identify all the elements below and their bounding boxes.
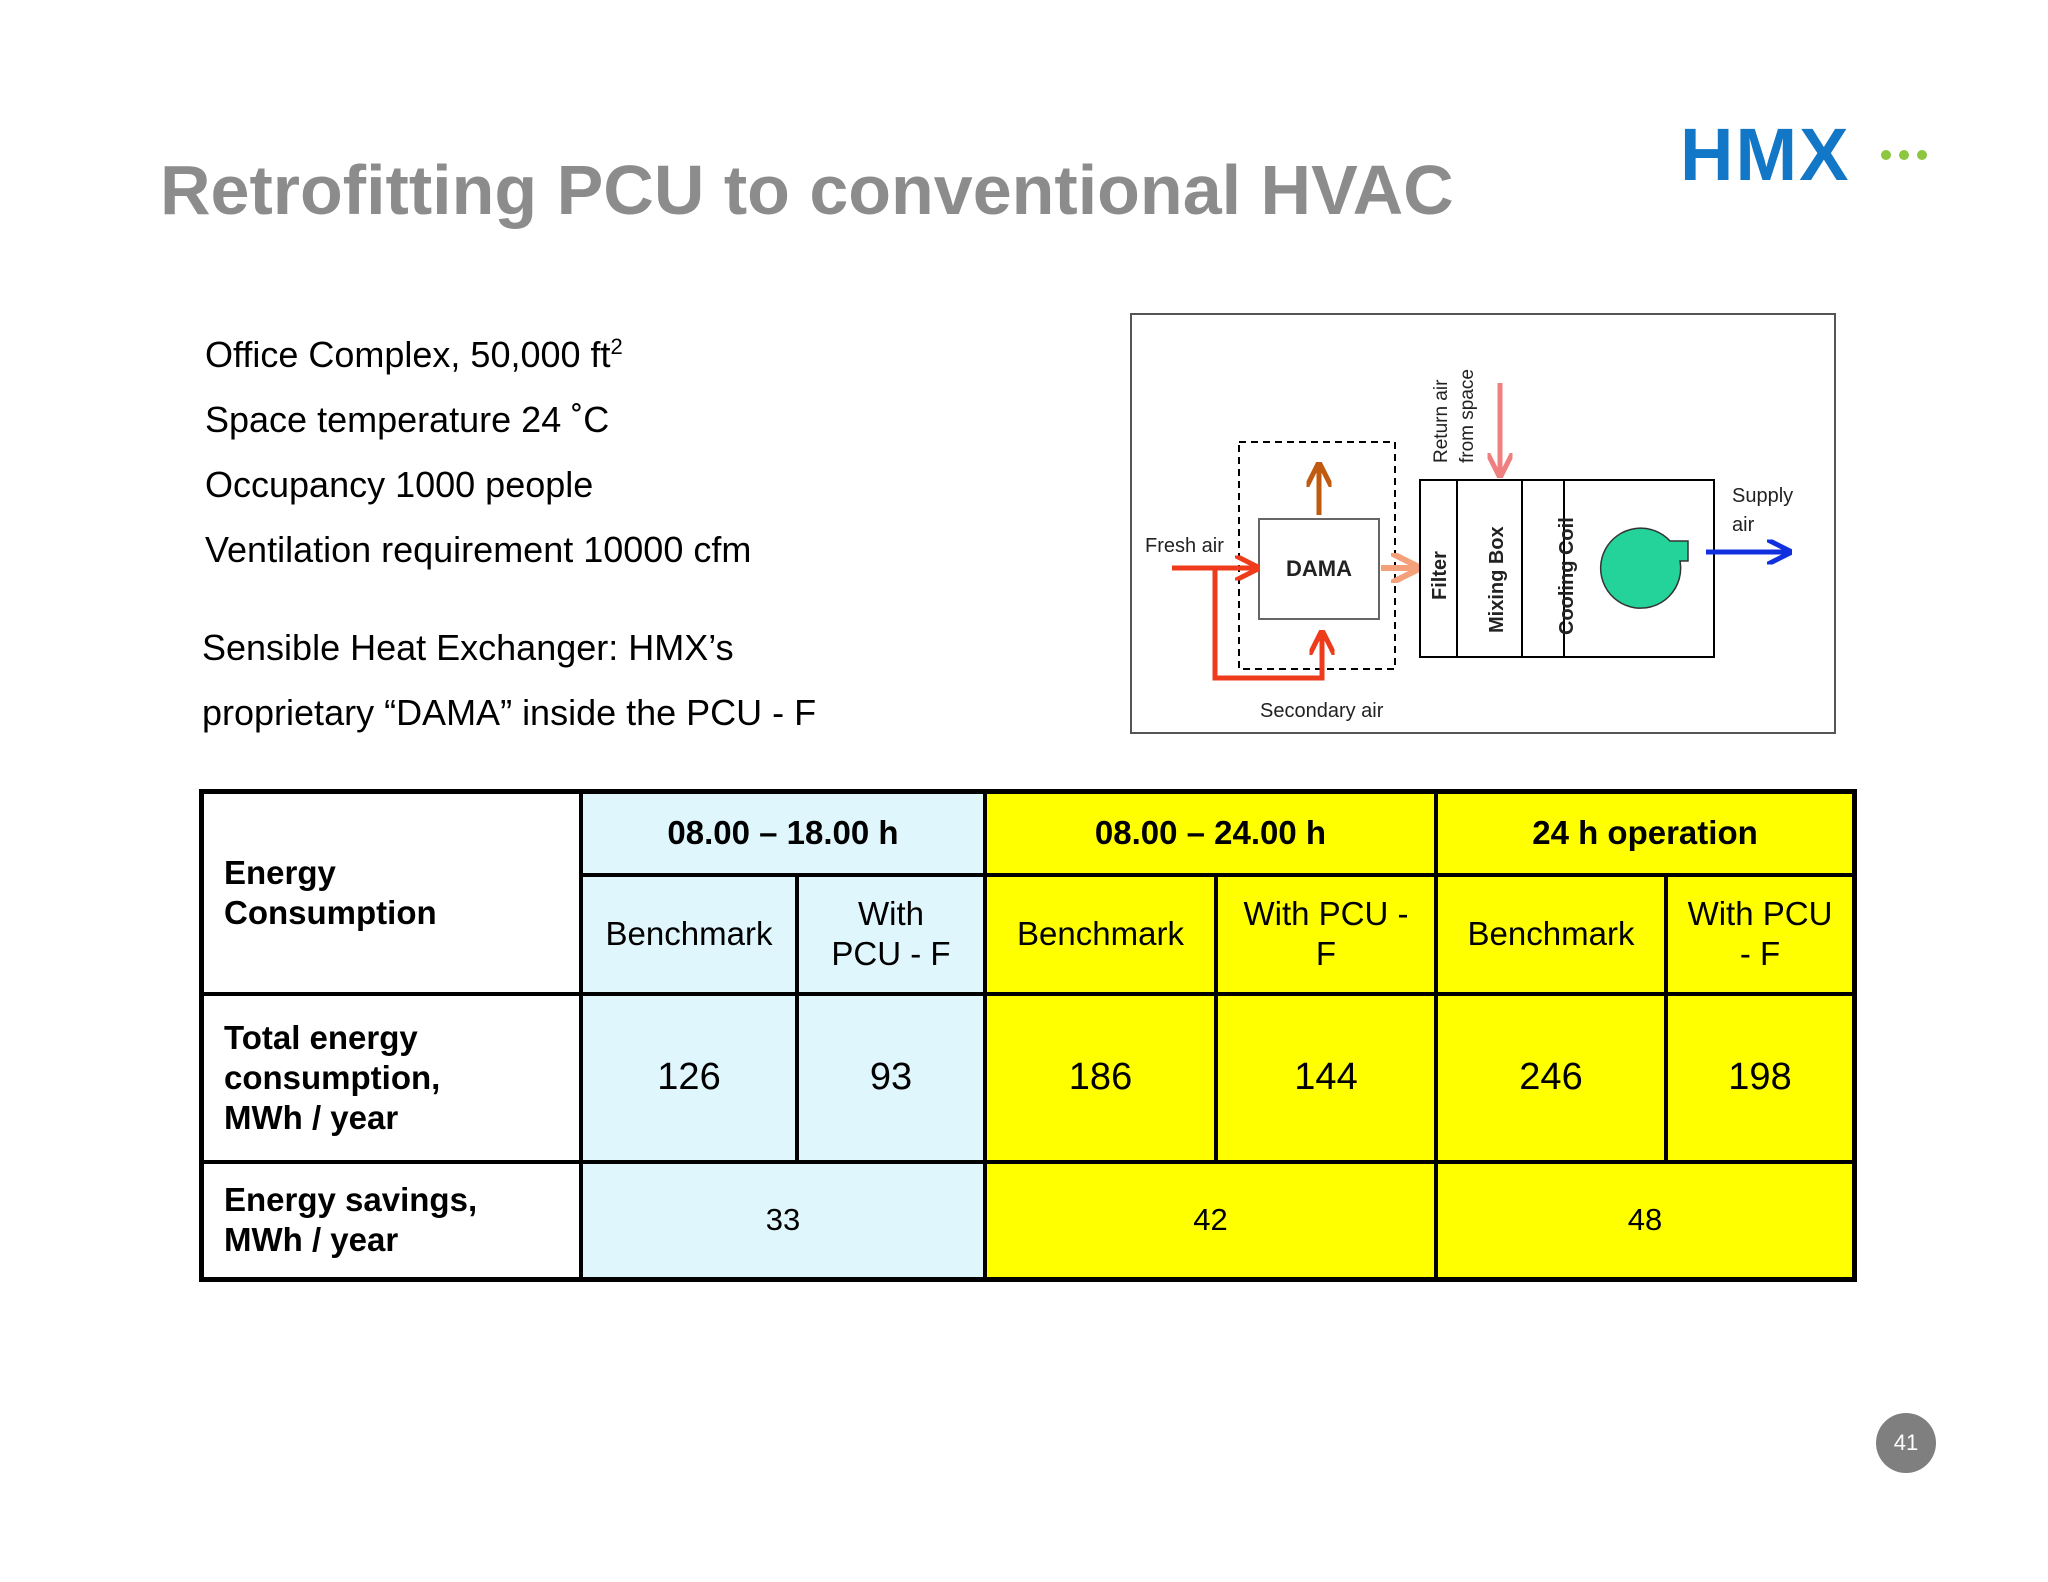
total-energy-label: Total energy consumption, MWh / year [202, 994, 582, 1162]
savings-value-cell: 42 [985, 1162, 1436, 1280]
info-ventilation: Ventilation requirement 10000 cfm [205, 529, 752, 570]
sub-header: With PCU - F [797, 875, 985, 994]
info-temperature: Space temperature 24 ˚C [205, 399, 610, 440]
total-value-cell: 246 [1436, 994, 1666, 1162]
period-header: 08.00 – 24.00 h [985, 792, 1436, 875]
corner-label: Energy Consumption [202, 792, 582, 994]
total-value-cell: 93 [797, 994, 985, 1162]
total-value-cell: 144 [1216, 994, 1436, 1162]
sub-header: With PCU - F [1666, 875, 1855, 994]
fresh-air-label: Fresh air [1145, 535, 1224, 557]
sub-header: Benchmark [1436, 875, 1666, 994]
logo-text: HMX [1680, 113, 1851, 196]
total-value-cell: 198 [1666, 994, 1855, 1162]
sub-header: Benchmark [581, 875, 797, 994]
total-value-cell: 126 [581, 994, 797, 1162]
filter-label: Filter [1429, 551, 1451, 600]
savings-label: Energy savings, MWh / year [202, 1162, 582, 1280]
hmx-logo [1680, 113, 1851, 196]
return-air-label-1: Return air [1431, 379, 1452, 463]
supply-label-2: air [1732, 514, 1755, 536]
period-header: 24 h operation [1436, 792, 1855, 875]
cooling-coil-label: Cooling Coil [1556, 517, 1578, 635]
page-number: 41 [1876, 1413, 1936, 1473]
slide-title: Retrofitting PCU to conventional HVAC [160, 151, 1454, 229]
sub-header: Benchmark [985, 875, 1216, 994]
savings-value-cell: 48 [1436, 1162, 1855, 1280]
mixing-box-label: Mixing Box [1486, 526, 1508, 633]
info-area: Office Complex, 50,000 $ft^2$ [205, 334, 623, 375]
savings-value-cell: 33 [581, 1162, 985, 1280]
return-air-label-2: from space [1457, 369, 1478, 463]
hvac-diagram [1130, 313, 1836, 734]
period-header: 08.00 – 18.00 h [581, 792, 985, 875]
energy-table [199, 789, 1857, 1282]
info-occupancy: Occupancy 1000 people [205, 464, 594, 505]
secondary-air-label: Secondary air [1260, 700, 1384, 722]
total-value-cell: 186 [985, 994, 1216, 1162]
sub-header: With PCU - F [1216, 875, 1436, 994]
dama-label: DAMA [1286, 556, 1352, 581]
supply-label-1: Supply [1732, 485, 1794, 507]
info-exchanger: Sensible Heat Exchanger: HMX’s [202, 627, 734, 668]
info-dama: proprietary “DAMA” inside the PCU - F [202, 692, 817, 733]
logo-dots-icon [1880, 148, 1940, 162]
